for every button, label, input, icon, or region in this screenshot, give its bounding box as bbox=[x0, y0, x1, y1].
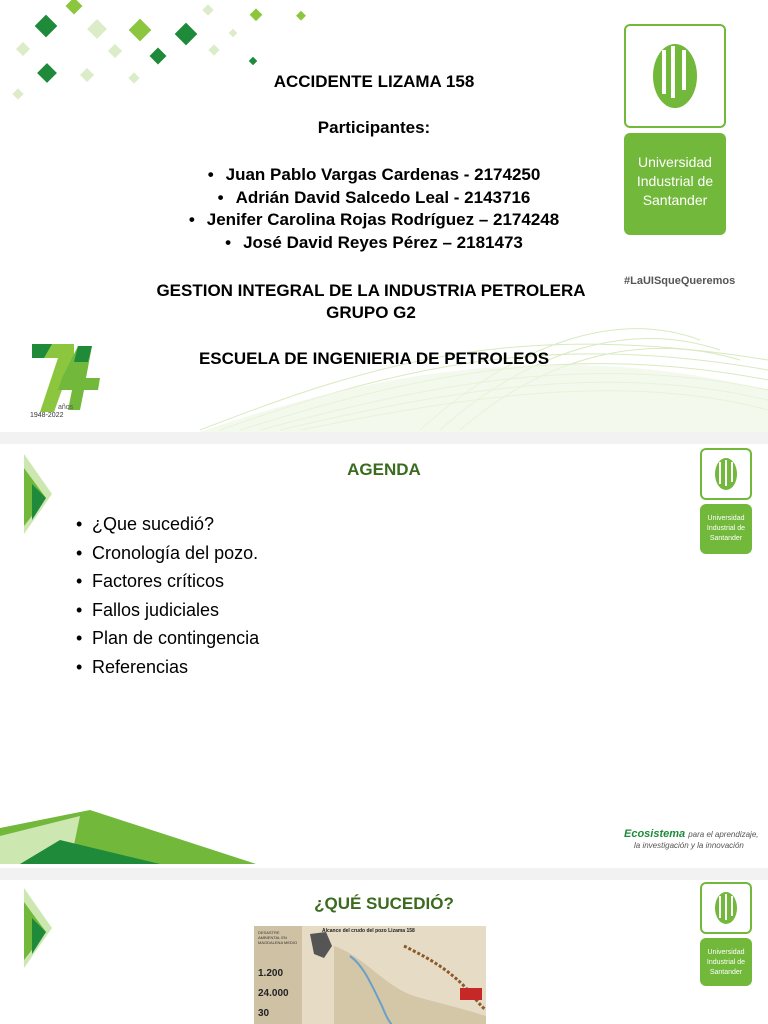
participants-heading: Participantes: bbox=[317, 118, 431, 137]
decorative-diamonds bbox=[0, 0, 320, 110]
ecosystem-tagline-line2: la investigación y la innovación bbox=[634, 841, 744, 850]
ecosystem-tagline: Ecosistema para el aprendizaje, bbox=[624, 828, 759, 840]
uis-logo-label: Universidad Industrial de Santander bbox=[700, 938, 752, 986]
agenda-item: • Fallos judiciales bbox=[76, 600, 220, 620]
agenda-item: • ¿Que sucedió? bbox=[76, 514, 215, 534]
anniversary-years: 1948-2022 bbox=[30, 412, 64, 419]
slide-gap bbox=[0, 868, 768, 880]
agenda-item: • Cronología del pozo. bbox=[76, 543, 259, 563]
hashtag: #LaUISqueQueremos bbox=[624, 275, 736, 287]
anniversary-label: años bbox=[58, 404, 74, 411]
agenda-slide bbox=[0, 444, 768, 868]
uis-logo-label: Universidad Industrial de Santander bbox=[624, 133, 726, 235]
stat-value: 24.000 bbox=[258, 988, 289, 999]
school-name: ESCUELA DE INGENIERIA DE PETROLEOS bbox=[198, 349, 550, 368]
green-swoosh-decoration bbox=[0, 806, 260, 866]
agenda-item: • Plan de contingencia bbox=[76, 628, 260, 648]
uis-logo-icon bbox=[700, 448, 752, 500]
presentation-title: ACCIDENTE LIZAMA 158 bbox=[273, 72, 475, 91]
title-slide bbox=[0, 0, 768, 432]
agenda-heading: AGENDA bbox=[347, 460, 421, 479]
participant-item: • Adrián David Salcedo Leal - 2143716 bbox=[217, 188, 531, 207]
participant-item: • Jenifer Carolina Rojas Rodríguez – 2174248 bbox=[188, 210, 560, 229]
course-name: GESTION INTEGRAL DE LA INDUSTRIA PETROLERA bbox=[156, 281, 586, 300]
participant-item: • Juan Pablo Vargas Cardenas - 2174250 bbox=[207, 165, 541, 184]
stat-value: 1.200 bbox=[258, 968, 284, 979]
agenda-item: • Factores críticos bbox=[76, 571, 225, 591]
map-box-label: DESASTRE AMBIENTAL EN MAGDALENA MEDIO bbox=[258, 930, 298, 945]
stat-value: 30 bbox=[258, 1008, 270, 1019]
agenda-item: • Referencias bbox=[76, 657, 189, 677]
what-happened-slide bbox=[0, 880, 768, 1024]
uis-logo-icon bbox=[624, 24, 726, 128]
uis-logo-icon bbox=[700, 882, 752, 934]
participant-item: • José David Reyes Pérez – 2181473 bbox=[225, 233, 523, 252]
slide-gap bbox=[0, 432, 768, 444]
group-name: GRUPO G2 bbox=[326, 303, 416, 322]
oil-spill-map-image bbox=[254, 926, 486, 1024]
map-title: Alcance del crudo del pozo Lizama 158 bbox=[322, 928, 415, 934]
section-heading: ¿QUÉ SUCEDIÓ? bbox=[314, 894, 454, 913]
uis-logo-label: Universidad Industrial de Santander bbox=[700, 504, 752, 554]
